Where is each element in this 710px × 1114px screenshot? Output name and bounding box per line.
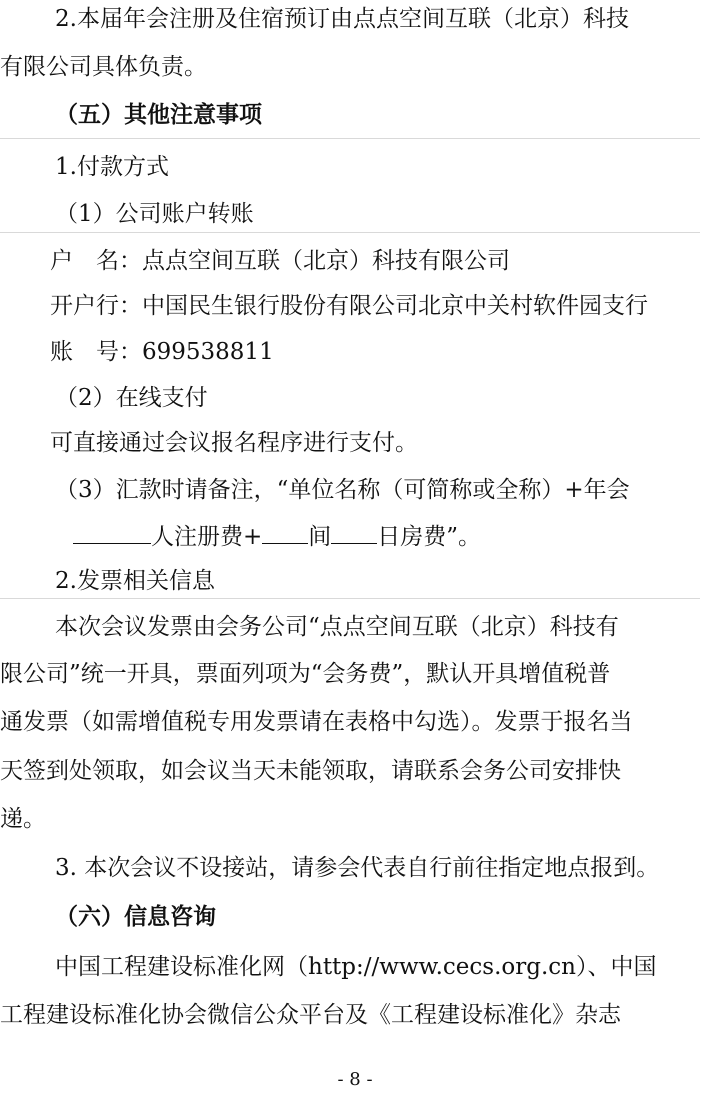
section-heading: （六）信息咨询 — [55, 903, 216, 930]
payment-option-title: （2）在线支付 — [55, 385, 208, 411]
fill-blank — [262, 521, 308, 544]
page-number: - 8 - — [337, 1069, 373, 1090]
bank-label: 开户行： — [50, 293, 142, 319]
payment-option-line: （3）汇款时请备注，“单位名称（可简称或全称）+年会 — [55, 477, 630, 503]
divider — [0, 232, 700, 233]
payment-option-desc: 可直接通过会议报名程序进行支付。 — [50, 430, 418, 456]
notice-line: 3. 本次会议不设接站，请参会代表自行前往指定地点报到。 — [55, 855, 660, 881]
account-name-label: 户 名： — [50, 248, 142, 274]
account-number-label: 账 号： — [50, 339, 142, 365]
divider — [0, 598, 700, 599]
fill-blank — [331, 521, 377, 544]
remittance-part: 日房费”。 — [377, 524, 482, 550]
account-name-value: 点点空间互联（北京）科技有限公司 — [142, 248, 510, 274]
bank-value: 中国民生银行股份有限公司北京中关村软件园支行 — [142, 293, 648, 319]
account-number-row — [50, 337, 274, 367]
invoice-line: 递。 — [0, 806, 46, 832]
subsection-title: 1.付款方式 — [55, 154, 169, 180]
remittance-note-line — [73, 521, 481, 552]
section-heading: （五）其他注意事项 — [55, 101, 262, 128]
invoice-line: 本次会议发票由会务公司“点点空间互联（北京）科技有 — [55, 614, 619, 640]
remittance-part: 间 — [308, 524, 332, 550]
invoice-line: 天签到处领取，如会议当天未能领取，请联系会务公司安排快 — [0, 758, 621, 784]
remittance-part: 人注册费+ — [151, 524, 263, 550]
invoice-line: 通发票（如需增值税专用发票请在表格中勾选）。发票于报名当 — [0, 709, 633, 735]
paragraph-line: 2.本届年会注册及住宿预订由点点空间互联（北京）科技 — [55, 6, 629, 32]
account-number-value: 699538811 — [142, 339, 274, 365]
payment-option-title: （1）公司账户转账 — [55, 201, 254, 227]
subsection-title: 2.发票相关信息 — [55, 568, 215, 594]
account-name-row — [50, 246, 510, 276]
fill-blank — [73, 521, 151, 544]
paragraph-line: 中国工程建设标准化网（http://www.cecs.org.cn）、中国 — [55, 954, 657, 980]
paragraph-line: 有限公司具体负责。 — [0, 54, 207, 80]
invoice-line: 限公司”统一开具，票面列项为“会务费”，默认开具增值税普 — [0, 661, 611, 687]
divider — [0, 138, 700, 139]
paragraph-line: 工程建设标准化协会微信公众平台及《工程建设标准化》杂志 — [0, 1002, 621, 1028]
bank-row — [50, 291, 648, 321]
